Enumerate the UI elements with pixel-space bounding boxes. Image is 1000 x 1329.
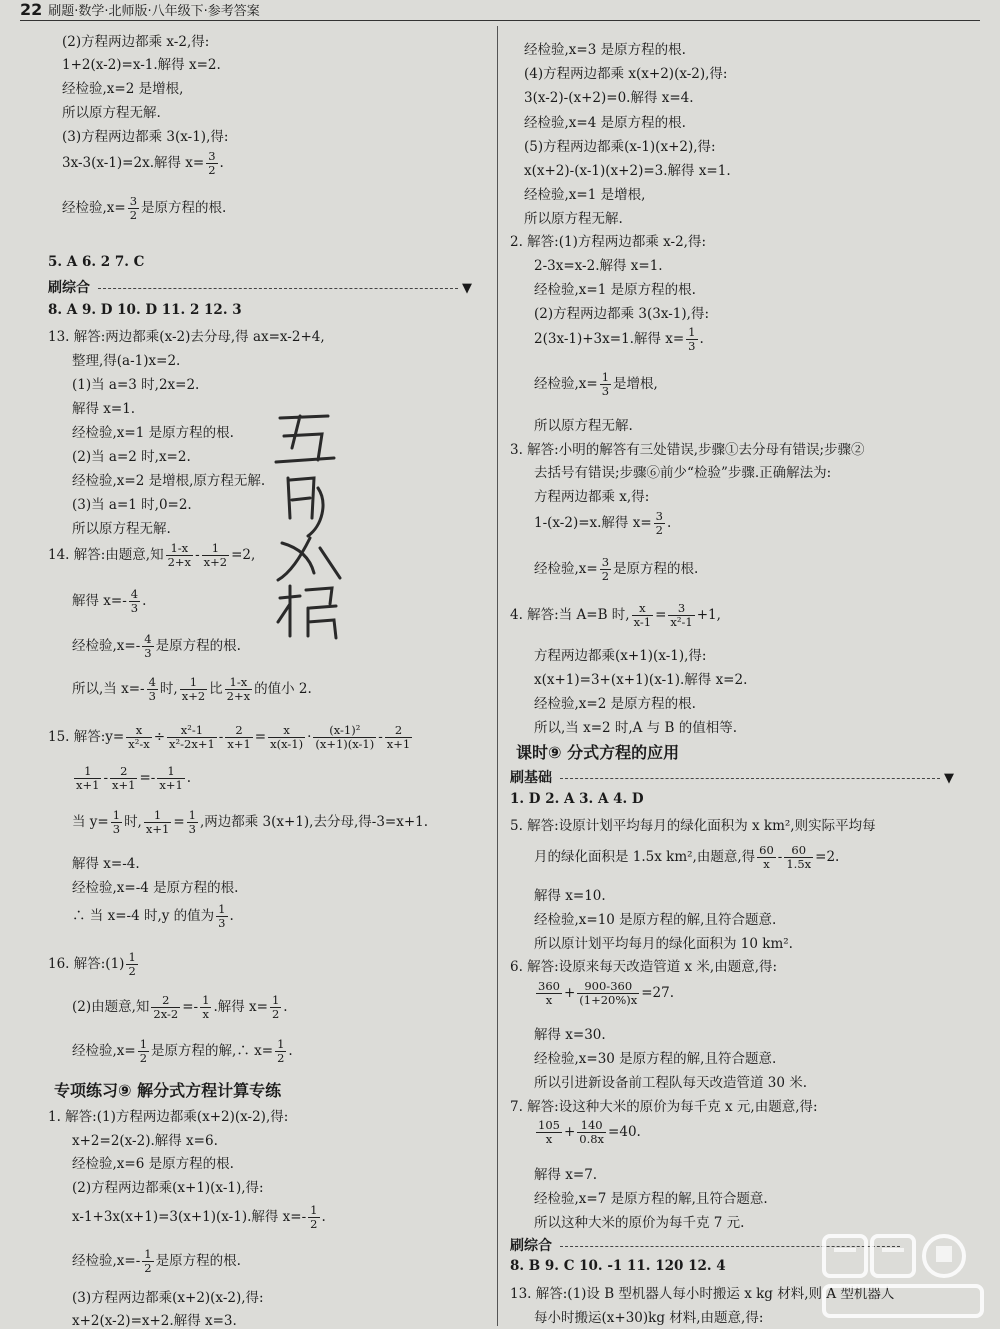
answer-line: 3. 解答:小明的解答有三处错误,步骤①去分母有错误;步骤② — [510, 442, 865, 458]
answer-line: x+2(x-2)=x+2.解得 x=3. — [72, 1313, 237, 1329]
answer-line: 去括号有错误;步骤⑥前少“检验”步骤.正确解法为: — [534, 465, 832, 481]
answer-line: 14. 解答:由题意,知 $\frac{1-x}{2+x}$ - $\frac{1}{x+2}$ =2, — [48, 541, 256, 569]
answer-line: 经检验,x=10 是原方程的解,且符合题意. — [534, 912, 777, 928]
answer-line: 16. 解答:(1) $\frac{1}{2}$ — [48, 950, 136, 978]
answer-line: 1. 解答:(1)方程两边都乘(x+2)(x-2),得: — [48, 1109, 289, 1125]
answer-line: 经检验,x= $\frac{1}{2}$ 是原方程的解,∴ x= $\frac{1}{2}$ . — [72, 1037, 293, 1065]
answer-line: $\frac{105}{x}$ + $\frac{140}{0.8x}$ =40. — [538, 1118, 641, 1146]
answer-line: 整理,得(a-1)x=2. — [72, 353, 181, 369]
fraction: $\frac{3}{2}$ — [129, 194, 138, 222]
answer-line: x+2=2(x-2).解得 x=6. — [72, 1133, 218, 1149]
answer-line: 经检验,x=30 是原方程的解,且符合题意. — [534, 1051, 777, 1067]
answer-line: 4. 解答:当 A=B 时, $\frac{x}{x-1}$ = $\frac{3}{\text{x²-1}}$ +1, — [510, 601, 721, 629]
answer-line: 5. 解答:设原计划平均每月的绿化面积为 x km²,则实际平均每 — [510, 818, 876, 834]
answer-line: (5)方程两边都乘(x-1)(x+2),得: — [524, 139, 716, 155]
answer-line: (1)当 a=3 时,2x=2. — [72, 377, 200, 393]
answer-line: 经检验,x= $\frac{3}{2}$ 是原方程的根. — [534, 555, 699, 583]
watermark-logo — [818, 1228, 988, 1323]
fraction: $\frac{1}{x+2}$ — [203, 541, 228, 569]
fraction: $\frac{4}{3}$ — [144, 632, 152, 660]
answer-line: 5. A 6. 2 7. C — [48, 254, 145, 270]
fraction: $\frac{1-x}{2+x}$ — [167, 541, 192, 569]
fraction: $\frac{1}{x+2}$ — [181, 675, 206, 703]
answer-line: 解得 x=7. — [534, 1167, 598, 1183]
book-title: 刷题·数学·北师版·八年级下·参考答案 — [48, 4, 260, 19]
answer-line: 经检验,x=1 是原方程的根. — [534, 282, 696, 298]
answer-line: $\frac{360}{x}$ + $\frac{900-360}{(1+20\%)x}$ =27. — [538, 979, 675, 1007]
answer-line: (2)由题意,知 $\frac{2}{2x-2}$ =- $\frac{1}{x}$ .解得 x= $\frac{1}{2}$ . — [72, 993, 288, 1021]
answer-line: (2)当 a=2 时,x=2. — [72, 449, 191, 465]
answer-line: 方程两边都乘 x,得: — [534, 489, 650, 505]
fraction: $\frac{4}{3}$ — [148, 675, 156, 703]
fraction: $\frac{1-x}{2+x}$ — [226, 675, 251, 703]
answer-line: 3x-3(x-1)=2x.解得 x= $\frac{3}{2}$ . — [62, 149, 224, 177]
answer-line: 解得 x=- $\frac{4}{3}$ . — [72, 587, 147, 615]
answer-line: (4)方程两边都乘 x(x+2)(x-2),得: — [524, 66, 728, 82]
answer-line: 月的绿化面积是 1.5x km²,由题意,得 $\frac{60}{x}$ - $\frac{60}{1.5x}$ =2. — [534, 843, 840, 871]
answer-line: 6. 解答:设原来每天改造管道 x 米,由题意,得: — [510, 959, 778, 975]
lesson-title: 课时⑨ 分式方程的应用 — [516, 743, 680, 762]
answer-line: 经检验,x= $\frac{1}{3}$ 是增根, — [534, 370, 658, 398]
answer-line: 所以原方程无解. — [534, 418, 633, 434]
answer-line: (3)当 a=1 时,0=2. — [72, 497, 192, 513]
answer-line: ∴ 当 x=-4 时,y 的值为 $\frac{1}{3}$ . — [72, 902, 234, 930]
answer-line: x-1+3x(x+1)=3(x+1)(x-1).解得 x=- $\frac{1}{2}$ . — [72, 1203, 326, 1231]
answer-line: (2)方程两边都乘(x+1)(x-1),得: — [72, 1180, 264, 1196]
section-heading: 刷基础 ▼ — [510, 770, 954, 786]
answer-line: 所以,当 x=2 时,A 与 B 的值相等. — [534, 720, 738, 736]
answer-line: 解得 x=-4. — [72, 856, 140, 872]
fraction: $\frac{4}{3}$ — [130, 587, 139, 615]
answer-line: 解得 x=30. — [534, 1027, 606, 1043]
answer-line: 解得 x=1. — [72, 401, 136, 417]
answer-line: 解得 x=10. — [534, 888, 606, 904]
answer-line: 经检验,x=4 是原方程的根. — [524, 115, 686, 131]
answer-line: 经检验,x=3 是原方程的根. — [524, 42, 686, 58]
answer-line: 2. 解答:(1)方程两边都乘 x-2,得: — [510, 234, 707, 250]
answer-line: 所以引进新设备前工程队每天改造管道 30 米. — [534, 1075, 808, 1091]
exercise-title: 专项练习⑨ 解分式方程计算专练 — [54, 1081, 282, 1100]
answer-line: (3)方程两边都乘 3(x-1),得: — [62, 129, 229, 145]
handwritten-scribble — [270, 408, 350, 643]
answer-line: x(x+2)-(x-1)(x+2)=3.解得 x=1. — [524, 163, 731, 179]
answer-line: 经检验,x=-4 是原方程的根. — [72, 880, 239, 896]
section-heading: 刷综合 ▼ — [48, 280, 472, 296]
answer-line: 15. 解答:y= $\frac{x}{\text{x²-x}}$ ÷ $\frac{\text{x²-1}}{\text{x²-2x+1}}$ - $\frac{2}{x+1}$ = $\frac{x}{x(x-1)}$ · $\frac{\text{(x-1)²}}{(x+1)(x-1)}$ - $\frac{2}{x+1}$ — [48, 723, 411, 751]
answer-line: $\frac{1}{x+1}$ - $\frac{2}{x+1}$ =- $\frac{1}{x+1}$ . — [76, 764, 192, 792]
answer-line: 8. A 9. D 10. D 11. 2 12. 3 — [48, 302, 242, 318]
answer-line: 2(3x-1)+3x=1.解得 x= $\frac{1}{3}$ . — [534, 325, 704, 353]
answer-line: (2)方程两边都乘 x-2,得: — [62, 34, 210, 50]
answer-line: 经检验,x=2 是增根, — [62, 81, 184, 97]
answer-line: 经检验,x=- $\frac{4}{3}$ 是原方程的根. — [72, 632, 241, 660]
answer-line: 经检验,x= $\frac{3}{2}$ 是原方程的根. — [62, 194, 227, 222]
answer-line: 经检验,x=7 是原方程的解,且符合题意. — [534, 1191, 768, 1207]
answer-line: 经检验,x=1 是原方程的根. — [72, 425, 234, 441]
answer-line: 经检验,x=6 是原方程的根. — [72, 1156, 234, 1172]
answer-line: 经检验,x=1 是增根, — [524, 187, 646, 203]
answer-line: (2)方程两边都乘 3(3x-1),得: — [534, 306, 709, 322]
answer-line: 所以这种大米的原价为每千克 7 元. — [534, 1215, 745, 1231]
answer-line: 13. 解答:(1)设 B 型机器人每小时搬运 x kg 材料,则 A 型机器人 — [510, 1286, 895, 1302]
answer-line: 经检验,x=- $\frac{1}{2}$ 是原方程的根. — [72, 1247, 241, 1275]
answer-line: 经检验,x=2 是增根,原方程无解. — [72, 473, 266, 489]
answer-line: 8. B 9. C 10. -1 11. 120 12. 4 — [510, 1258, 726, 1274]
answer-line: 所以原方程无解. — [72, 521, 171, 537]
answer-line: 每小时搬运(x+30)kg 材料,由题意,得: — [534, 1310, 764, 1326]
section-heading: 刷综合 — [510, 1235, 900, 1255]
fraction: $\frac{3}{2}$ — [208, 149, 216, 177]
answer-line: 1. D 2. A 3. A 4. D — [510, 791, 644, 807]
answer-line: 当 y= $\frac{1}{3}$ 时, $\frac{1}{x+1}$ = $\frac{1}{3}$ ,两边都乘 3(x+1),去分母,得-3=x+1. — [72, 808, 429, 836]
answer-line: 所以原方程无解. — [62, 105, 161, 121]
answer-line: (3)方程两边都乘(x+2)(x-2),得: — [72, 1290, 264, 1306]
answer-line: 经检验,x=2 是原方程的根. — [534, 696, 696, 712]
answer-line: 2-3x=x-2.解得 x=1. — [534, 258, 663, 274]
column-divider — [497, 26, 498, 1326]
answer-line: 方程两边都乘(x+1)(x-1),得: — [534, 648, 707, 664]
answer-line: x(x+1)=3+(x+1)(x-1).解得 x=2. — [534, 672, 748, 688]
page-number: 22 — [20, 0, 43, 19]
answer-line: 7. 解答:设这种大米的原价为每千克 x 元,由题意,得: — [510, 1099, 818, 1115]
answer-line: 3(x-2)-(x+2)=0.解得 x=4. — [524, 90, 694, 106]
answer-line: 1+2(x-2)=x-1.解得 x=2. — [62, 57, 221, 73]
answer-line: 所以原计划平均每月的绿化面积为 10 km². — [534, 936, 793, 952]
answer-line: 所以,当 x=- $\frac{4}{3}$ 时, $\frac{1}{x+2}$ 比 $\frac{1-x}{2+x}$ 的值小 2. — [72, 675, 312, 703]
answer-line: 1-(x-2)=x.解得 x= $\frac{3}{2}$ . — [534, 509, 672, 537]
answer-line: 13. 解答:两边都乘(x-2)去分母,得 ax=x-2+4, — [48, 329, 325, 345]
answer-line: 所以原方程无解. — [524, 211, 623, 227]
page-header — [20, 0, 980, 21]
